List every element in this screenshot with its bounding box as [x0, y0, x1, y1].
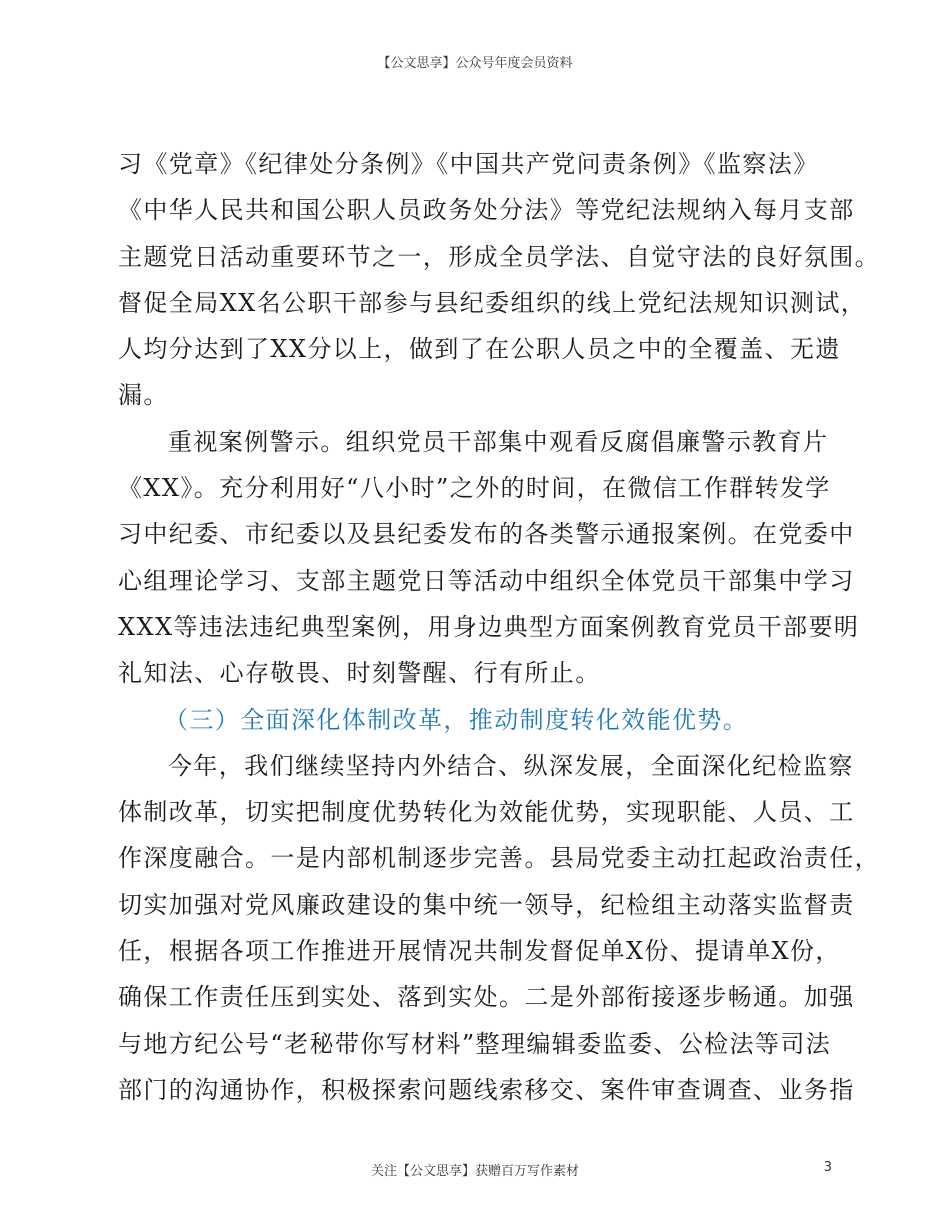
footer-text: 关注【公文思享】获赠百万写作素材	[370, 1164, 579, 1179]
paragraph-start-line: 重视案例警示。组织党员干部集中观看反腐倡廉警示教育片	[168, 427, 829, 456]
body-line: 《中华人民共和国公职人员政务处分法》等党纪法规纳入每月支部	[118, 196, 855, 225]
body-line: 部门的沟通协作，积极探索问题线索移交、案件审查调查、业务指	[118, 1075, 855, 1104]
body-line: 《XX》。充分利用好“八小时”之外的时间，在微信工作群转发学	[118, 474, 831, 503]
body-line: XXX等违法违纪典型案例，用身边典型方面案例教育党员干部要明	[118, 612, 860, 641]
paragraph-start-line: 今年，我们继续坚持内外结合、纵深发展，全面深化纪检监察	[168, 751, 854, 780]
page-number: 3	[823, 1160, 832, 1175]
section-heading: （三）全面深化体制改革，推动制度转化效能优势。	[164, 705, 749, 734]
body-line: 心组理论学习、支部主题党日等活动中组织全体党员干部集中学习	[118, 566, 855, 595]
body-line: 确保工作责任压到实处、落到实处。二是外部衔接逐步畅通。加强	[118, 983, 855, 1012]
body-line: 作深度融合。一是内部机制逐步完善。县局党委主动扛起政治责任，	[118, 844, 880, 873]
body-line: 督促全局XX名公职干部参与县纪委组织的线上党纪法规知识测试，	[118, 288, 867, 317]
body-line: 切实加强对党风廉政建设的集中统一领导，纪检组主动落实监督责	[118, 890, 855, 919]
body-line: 主题党日活动重要环节之一，形成全员学法、自觉守法的良好氛围。	[118, 242, 880, 271]
body-line: 漏。	[118, 381, 169, 410]
body-line: 习《党章》《纪律处分条例》《中国共产党问责条例》《监察法》	[118, 150, 819, 178]
body-line: 礼知法、心存敬畏、时刻警醒、行有所止。	[118, 659, 601, 688]
document-body	[118, 141, 880, 1113]
page-header: 【公文思享】公众号年度会员资料	[377, 56, 573, 71]
body-line: 体制改革，切实把制度优势转化为效能优势，实现职能、人员、工	[118, 798, 855, 827]
body-line: 人均分达到了XX分以上，做到了在公职人员之中的全覆盖、无遗	[118, 335, 841, 364]
body-line: 与地方纪公号“老秘带你写材料”整理编辑委监委、公检法等司法	[118, 1029, 832, 1058]
body-line: 习中纪委、市纪委以及县纪委发布的各类警示通报案例。在党委中	[118, 520, 855, 549]
body-line: 任，根据各项工作推进开展情况共制发督促单X份、提请单X份，	[118, 937, 841, 966]
